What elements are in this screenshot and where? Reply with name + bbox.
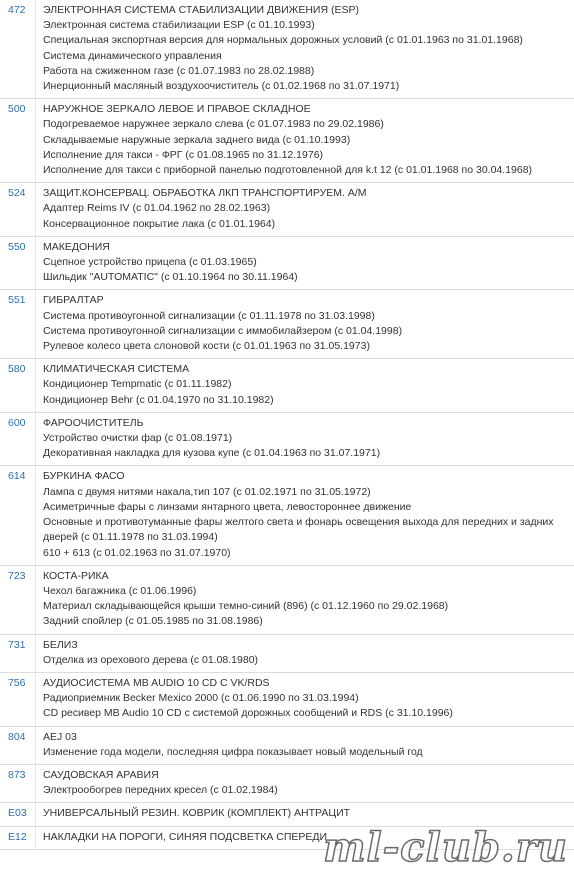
option-item: Радиоприемник Becker Mexico 2000 (с 01.06.1990 по 31.03.1994) <box>43 692 359 705</box>
option-title: НАКЛАДКИ НА ПОРОГИ, СИНЯЯ ПОДСВЕТКА СПЕРЕДИ <box>43 830 328 843</box>
option-row <box>0 827 574 850</box>
option-item: Асиметричные фары с линзами янтарного цвета, левостороннее движение <box>43 500 412 513</box>
option-code[interactable]: 600 <box>0 413 36 466</box>
option-title: САУДОВСКАЯ АРАВИЯ <box>43 768 159 781</box>
option-title: ФАРООЧИСТИТЕЛЬ <box>43 416 144 429</box>
option-description <box>36 673 574 726</box>
option-code[interactable]: 580 <box>0 359 36 412</box>
option-description <box>36 237 574 290</box>
option-item: Исполнение для такси - ФРГ (с 01.08.1965 по 31.12.1976) <box>43 148 324 161</box>
option-title: УНИВЕРСАЛЬНЫЙ РЕЗИН. КОВРИК (КОМПЛЕКТ) АНТРАЦИТ <box>43 807 351 820</box>
option-row <box>0 765 574 803</box>
option-description <box>36 765 574 802</box>
option-row <box>0 359 574 413</box>
option-code[interactable]: 731 <box>0 635 36 672</box>
option-row <box>0 0 574 99</box>
option-row <box>0 566 574 635</box>
option-title: МАКЕДОНИЯ <box>43 240 110 253</box>
option-item: Рулевое колесо цвета слоновой кости (с 01.01.1963 по 31.05.1973) <box>43 340 370 353</box>
option-item: Инерционный масляный воздухоочиститель (с 01.02.1968 по 31.07.1971) <box>43 80 400 93</box>
option-title: АУДИОСИСТЕМА MB AUDIO 10 CD С VK/RDS <box>43 676 270 689</box>
option-item: Устройство очистки фар (с 01.08.1971) <box>43 432 233 445</box>
option-code[interactable]: 756 <box>0 673 36 726</box>
option-item: Кондиционер Behr (с 01.04.1970 по 31.10.1982) <box>43 393 274 406</box>
option-code[interactable]: 873 <box>0 765 36 802</box>
option-item: Система противоугонной сигнализации (с 01.11.1978 по 31.03.1998) <box>43 309 375 322</box>
option-item: Чехол багажника (с 01.06.1996) <box>43 584 197 597</box>
site-watermark: ml-club.ru <box>323 824 568 871</box>
option-description <box>36 727 574 764</box>
option-title: AEJ 03 <box>43 730 77 743</box>
option-item: 610 + 613 (с 01.02.1963 по 31.07.1970) <box>43 546 231 559</box>
option-title: ГИБРАЛТАР <box>43 294 104 307</box>
option-item: Система противоугонной сигнализации с иммобилайзером (с 01.04.1998) <box>43 324 403 337</box>
option-item: Изменение года модели, последняя цифра показывает новый модельный год <box>43 745 423 758</box>
option-item: Отделка из орехового дерева (с 01.08.1980) <box>43 653 259 666</box>
option-item: CD ресивер MB Audio 10 CD с системой дорожных сообщений и RDS (с 31.10.1996) <box>43 707 453 720</box>
option-item: Адаптер Reims IV (с 01.04.1962 по 28.02.1963) <box>43 202 271 215</box>
option-title: КОСТА-РИКА <box>43 569 109 582</box>
option-title: БУРКИНА ФАСО <box>43 470 125 483</box>
option-description <box>36 359 574 412</box>
option-description <box>36 635 574 672</box>
option-row <box>0 413 574 467</box>
option-item: Материал складывающейся крыши темно-синий (896) (с 01.12.1960 по 29.02.1968) <box>43 600 449 613</box>
option-row <box>0 237 574 291</box>
option-item: Электрообогрев передних кресел (с 01.02.1984) <box>43 784 278 797</box>
option-item: Исполнение для такси с приборной панелью подготовленной для k.t 12 (с 01.01.1968 по 30.04.1968) <box>43 164 533 177</box>
option-title: НАРУЖНОЕ ЗЕРКАЛО ЛЕВОЕ И ПРАВОЕ СКЛАДНОЕ <box>43 103 311 116</box>
option-title: ЭЛЕКТРОННАЯ СИСТЕМА СТАБИЛИЗАЦИИ ДВИЖЕНИЯ (ESP) <box>43 4 359 16</box>
option-item: Складываемые наружные зеркала заднего вида (с 01.10.1993) <box>43 133 351 146</box>
option-code[interactable]: E12 <box>0 827 36 849</box>
option-code[interactable]: 551 <box>0 290 36 358</box>
option-description <box>36 803 574 825</box>
option-row <box>0 727 574 765</box>
option-row <box>0 635 574 673</box>
option-item: Задний спойлер (с 01.05.1985 по 31.08.1986) <box>43 615 263 628</box>
option-item: Специальная экспортная версия для нормальных дорожных условий (с 01.01.1963 по 31.01.1968) <box>43 34 523 47</box>
option-row <box>0 99 574 183</box>
option-description <box>36 413 574 466</box>
option-item: Шильдик "AUTOMATIC" (с 01.10.1964 по 30.11.1964) <box>43 271 298 284</box>
option-item: Консервационное покрытие лака (с 01.01.1964) <box>43 217 276 230</box>
option-description <box>36 827 574 849</box>
option-item: Основные и противотуманные фары желтого света и фонарь освещения выхода для передних и задних дверей (с 01.11.1978 по 31.03.1994) <box>43 516 554 544</box>
option-code[interactable]: 524 <box>0 183 36 236</box>
option-item: Электронная система стабилизации ESP (с 01.10.1993) <box>43 19 315 32</box>
option-item: Декоративная накладка для кузова купе (с 01.04.1963 по 31.07.1971) <box>43 447 381 460</box>
option-description <box>36 0 574 98</box>
option-item: Кондиционер Tempmatic (с 01.11.1982) <box>43 378 232 391</box>
option-description <box>36 566 574 634</box>
option-description <box>36 99 574 182</box>
option-code[interactable]: 500 <box>0 99 36 182</box>
option-row <box>0 803 574 826</box>
option-row <box>0 466 574 565</box>
option-row <box>0 290 574 359</box>
option-title: ЗАЩИТ.КОНСЕРВАЦ. ОБРАБОТКА ЛКП ТРАНСПОРТИРУЕМ. А/М <box>43 187 367 200</box>
option-item: Подогреваемое наружнее зеркало слева (с 01.07.1983 по 29.02.1986) <box>43 118 384 131</box>
option-row <box>0 673 574 727</box>
option-code[interactable]: 614 <box>0 466 36 564</box>
option-code[interactable]: 723 <box>0 566 36 634</box>
option-description <box>36 466 574 564</box>
option-code[interactable]: 804 <box>0 727 36 764</box>
option-description <box>36 290 574 358</box>
option-item: Система динамического управления <box>43 49 222 62</box>
option-title: БЕЛИЗ <box>43 638 78 651</box>
option-item: Лампа с двумя нитями накала,тип 107 (с 01.02.1971 по 31.05.1972) <box>43 485 371 498</box>
option-title: КЛИМАТИЧЕСКАЯ СИСТЕМА <box>43 363 190 376</box>
option-code[interactable]: 550 <box>0 237 36 290</box>
option-code[interactable]: 472 <box>0 0 36 98</box>
option-description <box>36 183 574 236</box>
option-item: Работа на сжиженном газе (с 01.07.1983 по 28.02.1988) <box>43 64 315 77</box>
option-code[interactable]: E03 <box>0 803 36 825</box>
option-row <box>0 183 574 237</box>
option-item: Сцепное устройство прицепа (с 01.03.1965) <box>43 256 257 269</box>
